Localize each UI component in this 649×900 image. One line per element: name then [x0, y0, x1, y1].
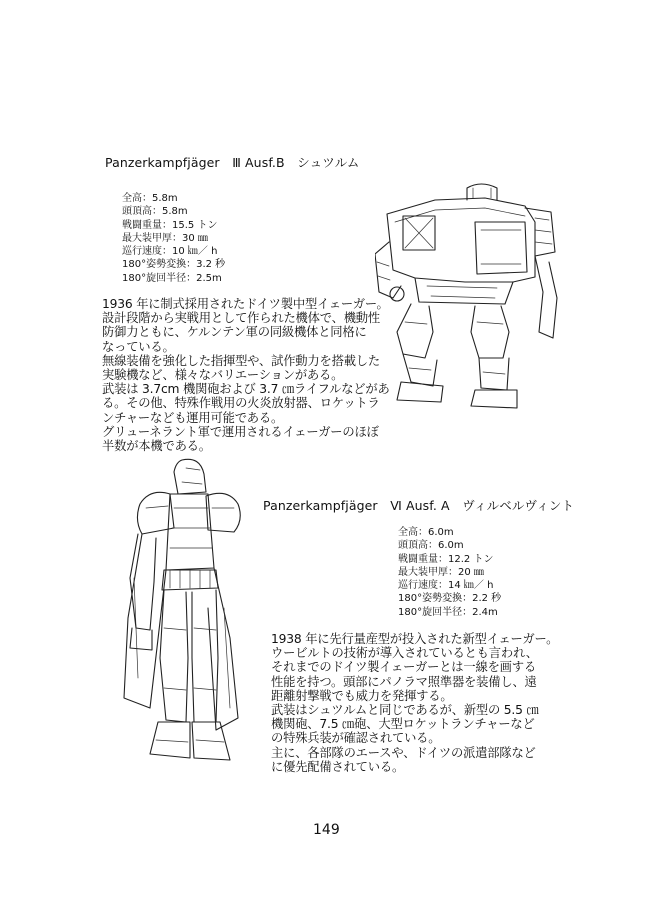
section2-spec-list [398, 526, 501, 619]
section1-description-line: なっている。 [102, 339, 175, 354]
section1-spec-item: 180°姿勢変換：3.2 秒 [122, 259, 226, 271]
section2-description-line: 距離射撃戦でも威力を発揮する。 [271, 688, 453, 703]
section1-spec-item: 頭頂高：5.8m [122, 206, 188, 218]
page-number: 149 [313, 822, 340, 838]
section1-spec-item: 戦闘重量：15.5 トン [122, 219, 218, 231]
section2-spec-item: 最大装甲厚：20 ㎜ [398, 566, 484, 578]
section1-heading: Panzerkampfjäger Ⅲ Ausf.B シュツルム [105, 155, 360, 170]
section1-description-line: ンチャーなども運用可能である。 [102, 410, 284, 425]
section2-spec-item: 全高：6.0m [398, 527, 454, 538]
section2-spec-item: 180°旋回半径：2.4m [398, 606, 498, 618]
section1-description-line: 設計段階から実戦用として作られた機体で、機動性 [102, 311, 380, 326]
section2-spec-item: 巡行速度：14 ㎞／ h [398, 580, 494, 592]
section1-description-line: る。その他、特殊作戦用の火炎放射器、ロケットラ [102, 396, 380, 411]
section2-description-line: ウービルトの技術が導入されているとも言われ、 [271, 646, 538, 661]
section1-description [102, 297, 390, 453]
section2-spec-item: 180°姿勢変換：2.2 秒 [398, 593, 502, 605]
section1-description-line: グリューネラント軍で運用されるイェーガーのほぼ [102, 424, 379, 439]
section1-spec-item: 巡行速度：10 ㎞／ h [122, 246, 218, 258]
section1-description-line: 実験機など、様々なバリエーションがある。 [102, 368, 344, 383]
section1-spec-item: 全高：5.8m [122, 193, 178, 204]
section1-description-line: 半数が本機である。 [102, 439, 211, 454]
sturm-mecha-illustration [375, 182, 560, 427]
section1-description-line: 防御力ともに、ケルンテン軍の同級機体と同格に [102, 325, 367, 340]
section1-description-line: 無線装備を強化した指揮型や、試作動力を搭載した [102, 353, 380, 368]
section2-description-line: 武装はシュツルムと同じであるが、新型の 5.5 ㎝ [271, 703, 539, 718]
section2-description [271, 632, 558, 774]
section2-description-line: 性能を持つ。頭部にパノラマ照準器を装備し、遠 [271, 674, 537, 689]
section2-heading: Panzerkampfjäger Ⅵ Ausf. A ヴィルベルヴィント [263, 498, 575, 513]
section2-description-line: 機関砲、7.5 ㎝砲、大型ロケットランチャーなど [271, 717, 535, 732]
section1-spec-item: 180°旋回半径：2.5m [122, 272, 222, 284]
section2-description-line: それまでのドイツ製イェーガーとは一線を画する [271, 660, 536, 675]
section2-spec-item: 頭頂高：6.0m [398, 540, 464, 552]
section1-spec-item: 最大装甲厚：30 ㎜ [122, 232, 208, 244]
section2-description-line: 1938 年に先行量産型が投入された新型イェーガー。 [271, 632, 559, 646]
section2-description-line: の特殊兵装が確認されている。 [271, 731, 441, 746]
section1-description-line: 武装は 3.7cm 機関砲および 3.7 ㎝ライフルなどがあ [102, 382, 390, 397]
wirbelwind-mecha-illustration [120, 458, 260, 778]
section1-description-line: 1936 年に制式採用されたドイツ製中型イェーガー。 [102, 297, 389, 311]
section2-description-line: に優先配備されている。 [271, 759, 405, 774]
section1-spec-list [122, 192, 225, 285]
section2-description-line: 主に、各部隊のエースや、ドイツの派遣部隊など [271, 745, 536, 760]
section2-spec-item: 戦闘重量：12.2 トン [398, 553, 494, 565]
